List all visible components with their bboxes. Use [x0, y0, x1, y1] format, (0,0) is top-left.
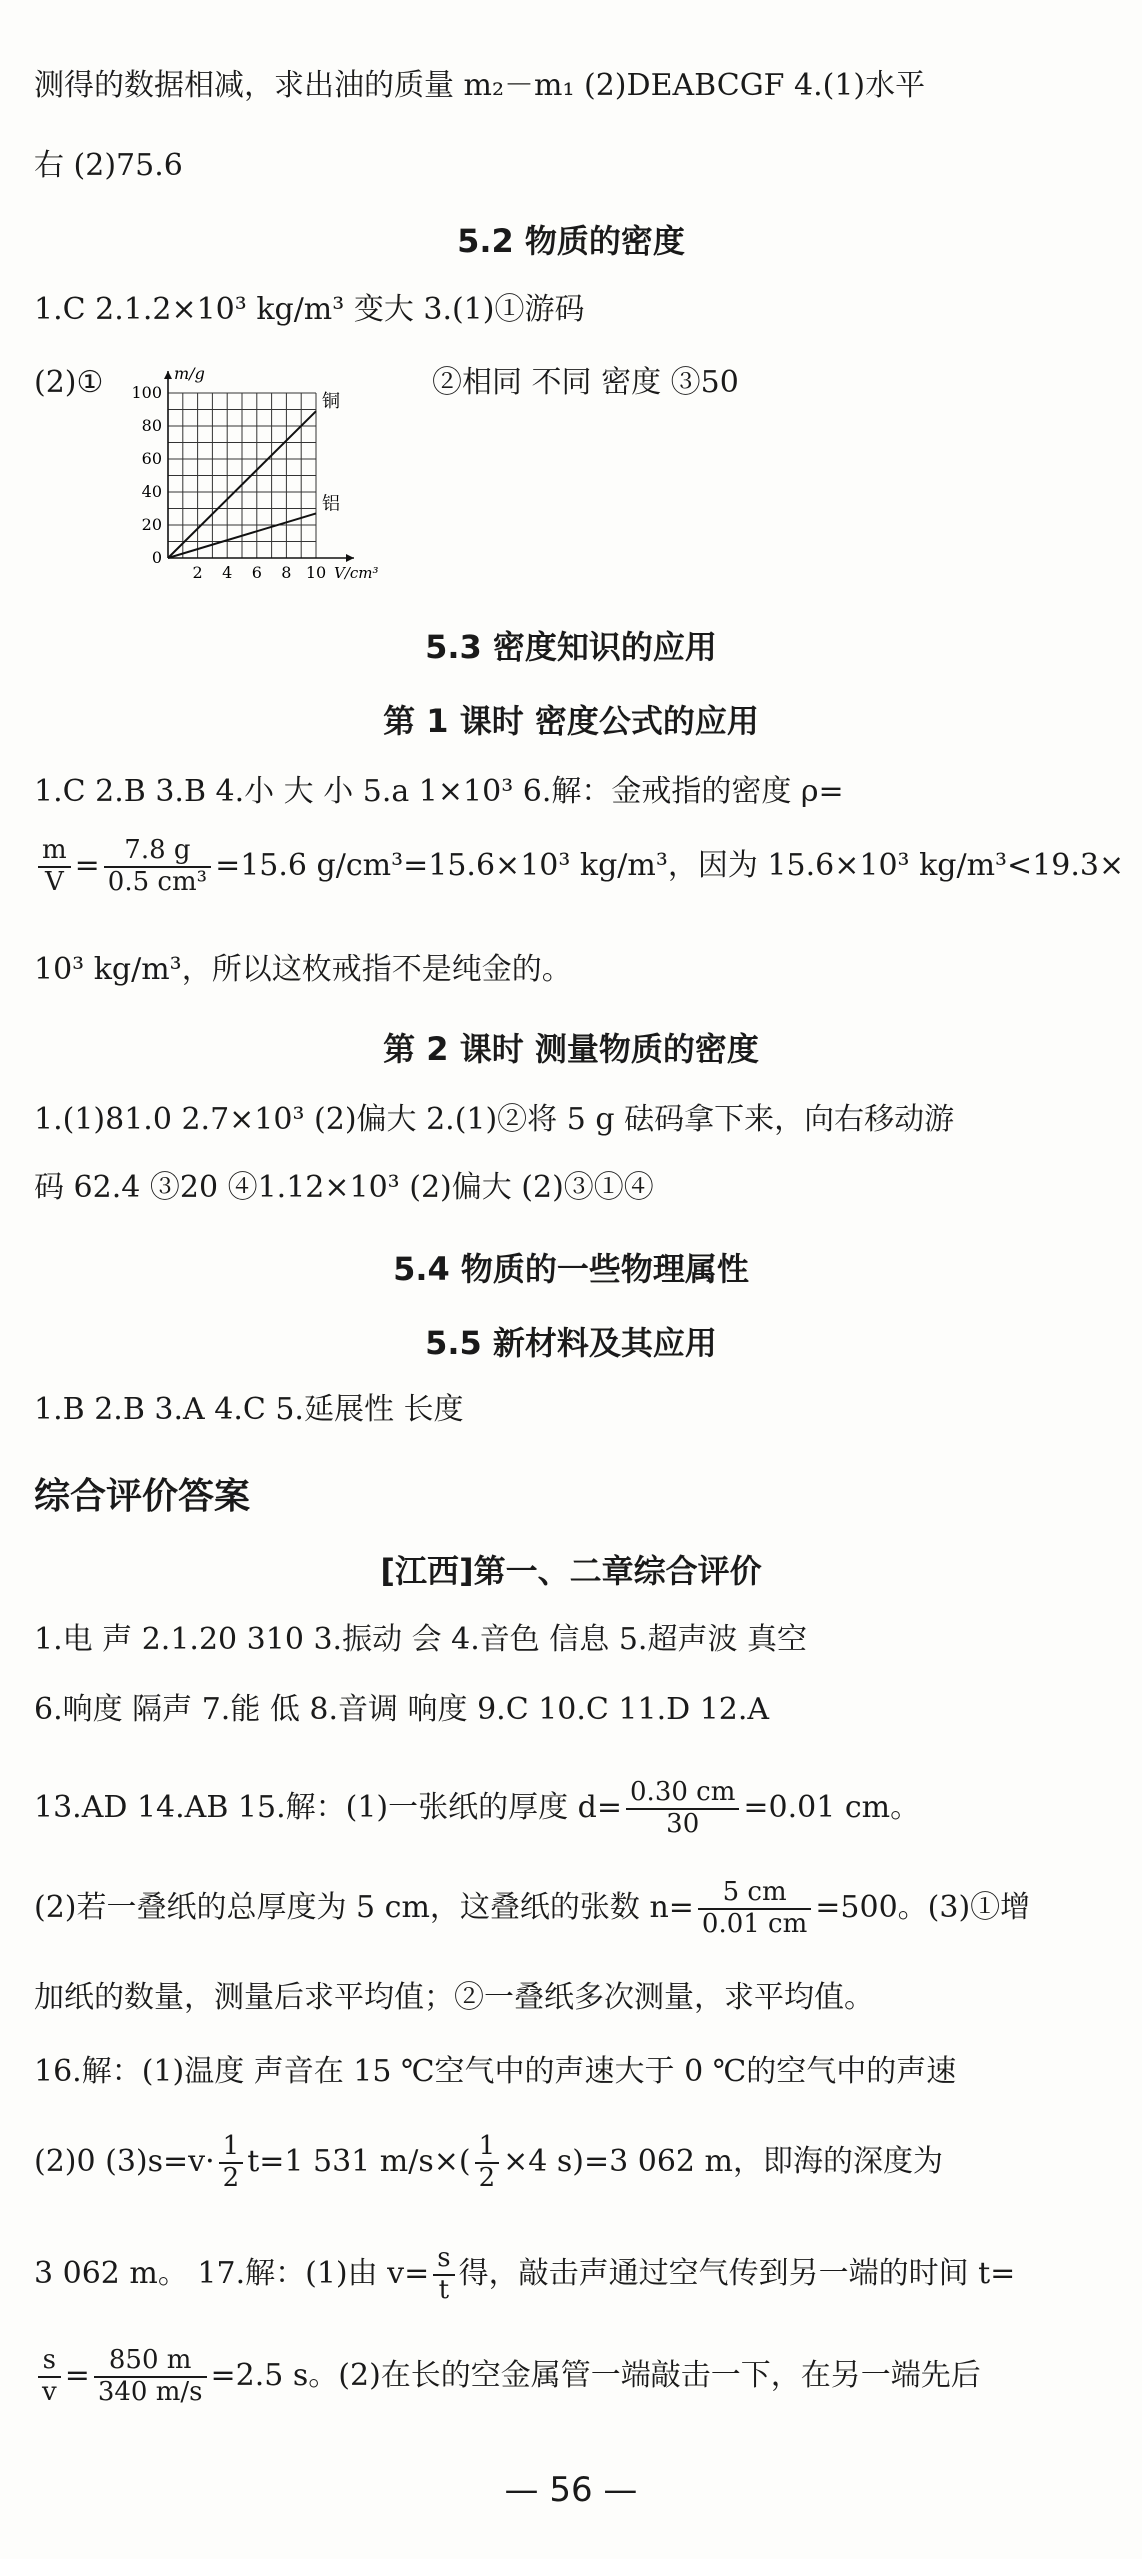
y-tick-label: 80 — [141, 416, 162, 435]
x-tick-label: 8 — [281, 563, 292, 582]
fraction-thickness: $\frac{0.30 cm}{30}$ — [626, 1778, 739, 1840]
fraction-values: $\frac{7.8 g}{\text{0.5 cm³}}$ — [104, 836, 211, 898]
density-chart — [120, 360, 410, 590]
page-number: — 56 — — [504, 2470, 638, 2510]
line-13: 13.AD 14.AB 15.解：(1)一张纸的厚度 d= $\frac{0.30 cm}{30}$ =0.01 cm。 — [34, 1777, 921, 1839]
line-15: 加纸的数量，测量后求平均值；②一叠纸多次测量，求平均值。 — [34, 1980, 874, 2015]
y-tick-label: 60 — [141, 449, 162, 468]
section-title: 综合评价答案 — [34, 1476, 251, 1517]
y-tick-label: 20 — [141, 515, 162, 534]
y-axis-arrow — [164, 371, 172, 379]
fraction-s-v: $\frac{s}{v}$ — [38, 2346, 61, 2408]
fraction-m-v: $\frac{m}{V}$ — [38, 836, 71, 898]
y-axis-label: m/g — [174, 364, 205, 383]
line-4b: ②相同 不同 密度 ③50 — [432, 365, 739, 400]
line-3: 1.C 2.1.2×10³ kg/m³ 变大 3.(1)①游码 — [34, 292, 585, 327]
y-tick-label: 0 — [151, 548, 162, 567]
line-19: $\frac{s}{v}$ = $\frac{850 m}{340 m/s}$ =2.5 s。(2)在长的空金属管一端敲击一下，在另一端先后 — [34, 2346, 1112, 2408]
line-5: 1.C 2.B 3.B 4.小 大 小 5.a 1×10³ 6.解：金戒指的密度 ρ= — [34, 774, 844, 809]
x-axis-arrow — [346, 554, 354, 562]
line-4a: (2)① — [34, 365, 104, 400]
heading-5-3: 5.3 密度知识的应用 — [425, 628, 717, 666]
y-tick-label: 100 — [131, 383, 162, 402]
line-14: (2)若一叠纸的总厚度为 5 cm，这叠纸的张数 n= $\frac{5 cm}{0.01 cm}$ =500。(3)①增 — [34, 1877, 1031, 1939]
x-tick-label: 4 — [222, 563, 233, 582]
line-18: 3 062 m。 17.解：(1)由 v= $\frac{s}{t}$ 得，敲击声通过空气传到另一端的时间 t= — [34, 2243, 1016, 2305]
line-17: (2)0 (3)s=v· $\frac{1}{2}$ t=1 531 m/s×( $\frac{1}{2}$ ×4 s)=3 062 m，即海的深度为 — [34, 2131, 944, 2193]
heading-5-2: 5.2 物质的密度 — [457, 222, 685, 260]
line-6: $\frac{m}{V}$ = $\frac{7.8 g}{\text{0.5 cm³}}$ =15.6 g/cm³=15.6×10³ kg/m³，因为 15.6×10³ kg/m³<19.3× — [34, 836, 1112, 898]
fraction-half-1: $\frac{1}{2}$ — [219, 2132, 244, 2194]
line-1: 测得的数据相减，求出油的质量 m₂－m₁ (2)DEABCGF 4.(1)水平 — [34, 68, 926, 103]
line-7: 10³ kg/m³，所以这枚戒指不是纯金的。 — [34, 952, 572, 987]
fraction-half-2: $\frac{1}{2}$ — [475, 2132, 500, 2194]
line-10: 1.B 2.B 3.A 4.C 5.延展性 长度 — [34, 1392, 464, 1427]
x-tick-label: 10 — [305, 563, 327, 582]
y-tick-label: 40 — [141, 482, 162, 501]
heading-5-4: 5.4 物质的一些物理属性 — [393, 1250, 749, 1288]
x-axis-label: V/cm³ — [334, 564, 379, 582]
fraction-count: $\frac{5 cm}{0.01 cm}$ — [698, 1878, 811, 1940]
line-11: 1.电 声 2.1.20 310 3.振动 会 4.音色 信息 5.超声波 真空 — [34, 1622, 807, 1657]
line-2: 右 (2)75.6 — [34, 148, 183, 183]
x-tick-label: 2 — [192, 563, 203, 582]
series-label-1: 铝 — [322, 493, 340, 515]
heading-5-3-lesson-2: 第 2 课时 测量物质的密度 — [383, 1030, 759, 1068]
line-16: 16.解：(1)温度 声音在 15 ℃空气中的声速大于 0 ℃的空气中的声速 — [34, 2054, 957, 2089]
line-12: 6.响度 隔声 7.能 低 8.音调 响度 9.C 10.C 11.D 12.A — [34, 1692, 770, 1727]
heading-jiangxi: [江西]第一、二章综合评价 — [380, 1552, 762, 1590]
heading-5-3-lesson-1: 第 1 课时 密度公式的应用 — [383, 702, 759, 740]
fraction-s-t: $\frac{s}{t}$ — [433, 2244, 454, 2306]
fraction-distance-speed: $\frac{850 m}{340 m/s}$ — [94, 2346, 207, 2408]
line-9: 码 62.4 ③20 ④1.12×10³ (2)偏大 (2)③①④ — [34, 1170, 654, 1205]
heading-5-5: 5.5 新材料及其应用 — [425, 1324, 717, 1362]
x-tick-label: 6 — [251, 563, 262, 582]
line-8: 1.(1)81.0 2.7×10³ (2)偏大 2.(1)②将 5 g 砝码拿下来，向右移动游 — [34, 1102, 955, 1137]
series-label-0: 铜 — [322, 391, 340, 413]
